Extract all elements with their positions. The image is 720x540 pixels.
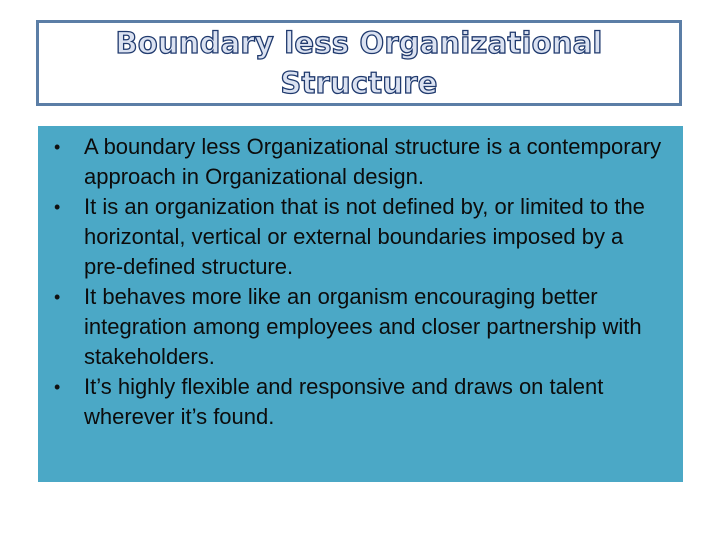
bullet-list [50,132,665,432]
bullet-dot-icon: • [54,377,61,397]
bullet-item [50,132,665,192]
slide-title-line-1: Boundary less Organizational [115,26,603,60]
bullet-text: It behaves more like an organism encouraging better integration among employees and closer partnership with stakeholders. [84,284,642,369]
slide-title-line-2: Structure [280,66,438,100]
bullet-dot-icon: • [54,197,61,217]
bullet-item [50,192,665,282]
bullet-item [50,282,665,372]
slide-title [116,23,603,103]
bullet-text: It’s highly flexible and responsive and draws on talent wherever it’s found. [84,374,604,429]
bullet-text: A boundary less Organizational structure is a contemporary approach in Organizational design. [84,134,662,189]
bullet-dot-icon: • [54,287,61,307]
title-box [36,20,682,106]
bullet-dot-icon: • [54,137,61,157]
content-box [38,126,683,482]
bullet-text: It is an organization that is not defined by, or limited to the horizontal, vertical or external boundaries imposed by a pre-defined structure. [84,194,645,279]
bullet-item [50,372,665,432]
